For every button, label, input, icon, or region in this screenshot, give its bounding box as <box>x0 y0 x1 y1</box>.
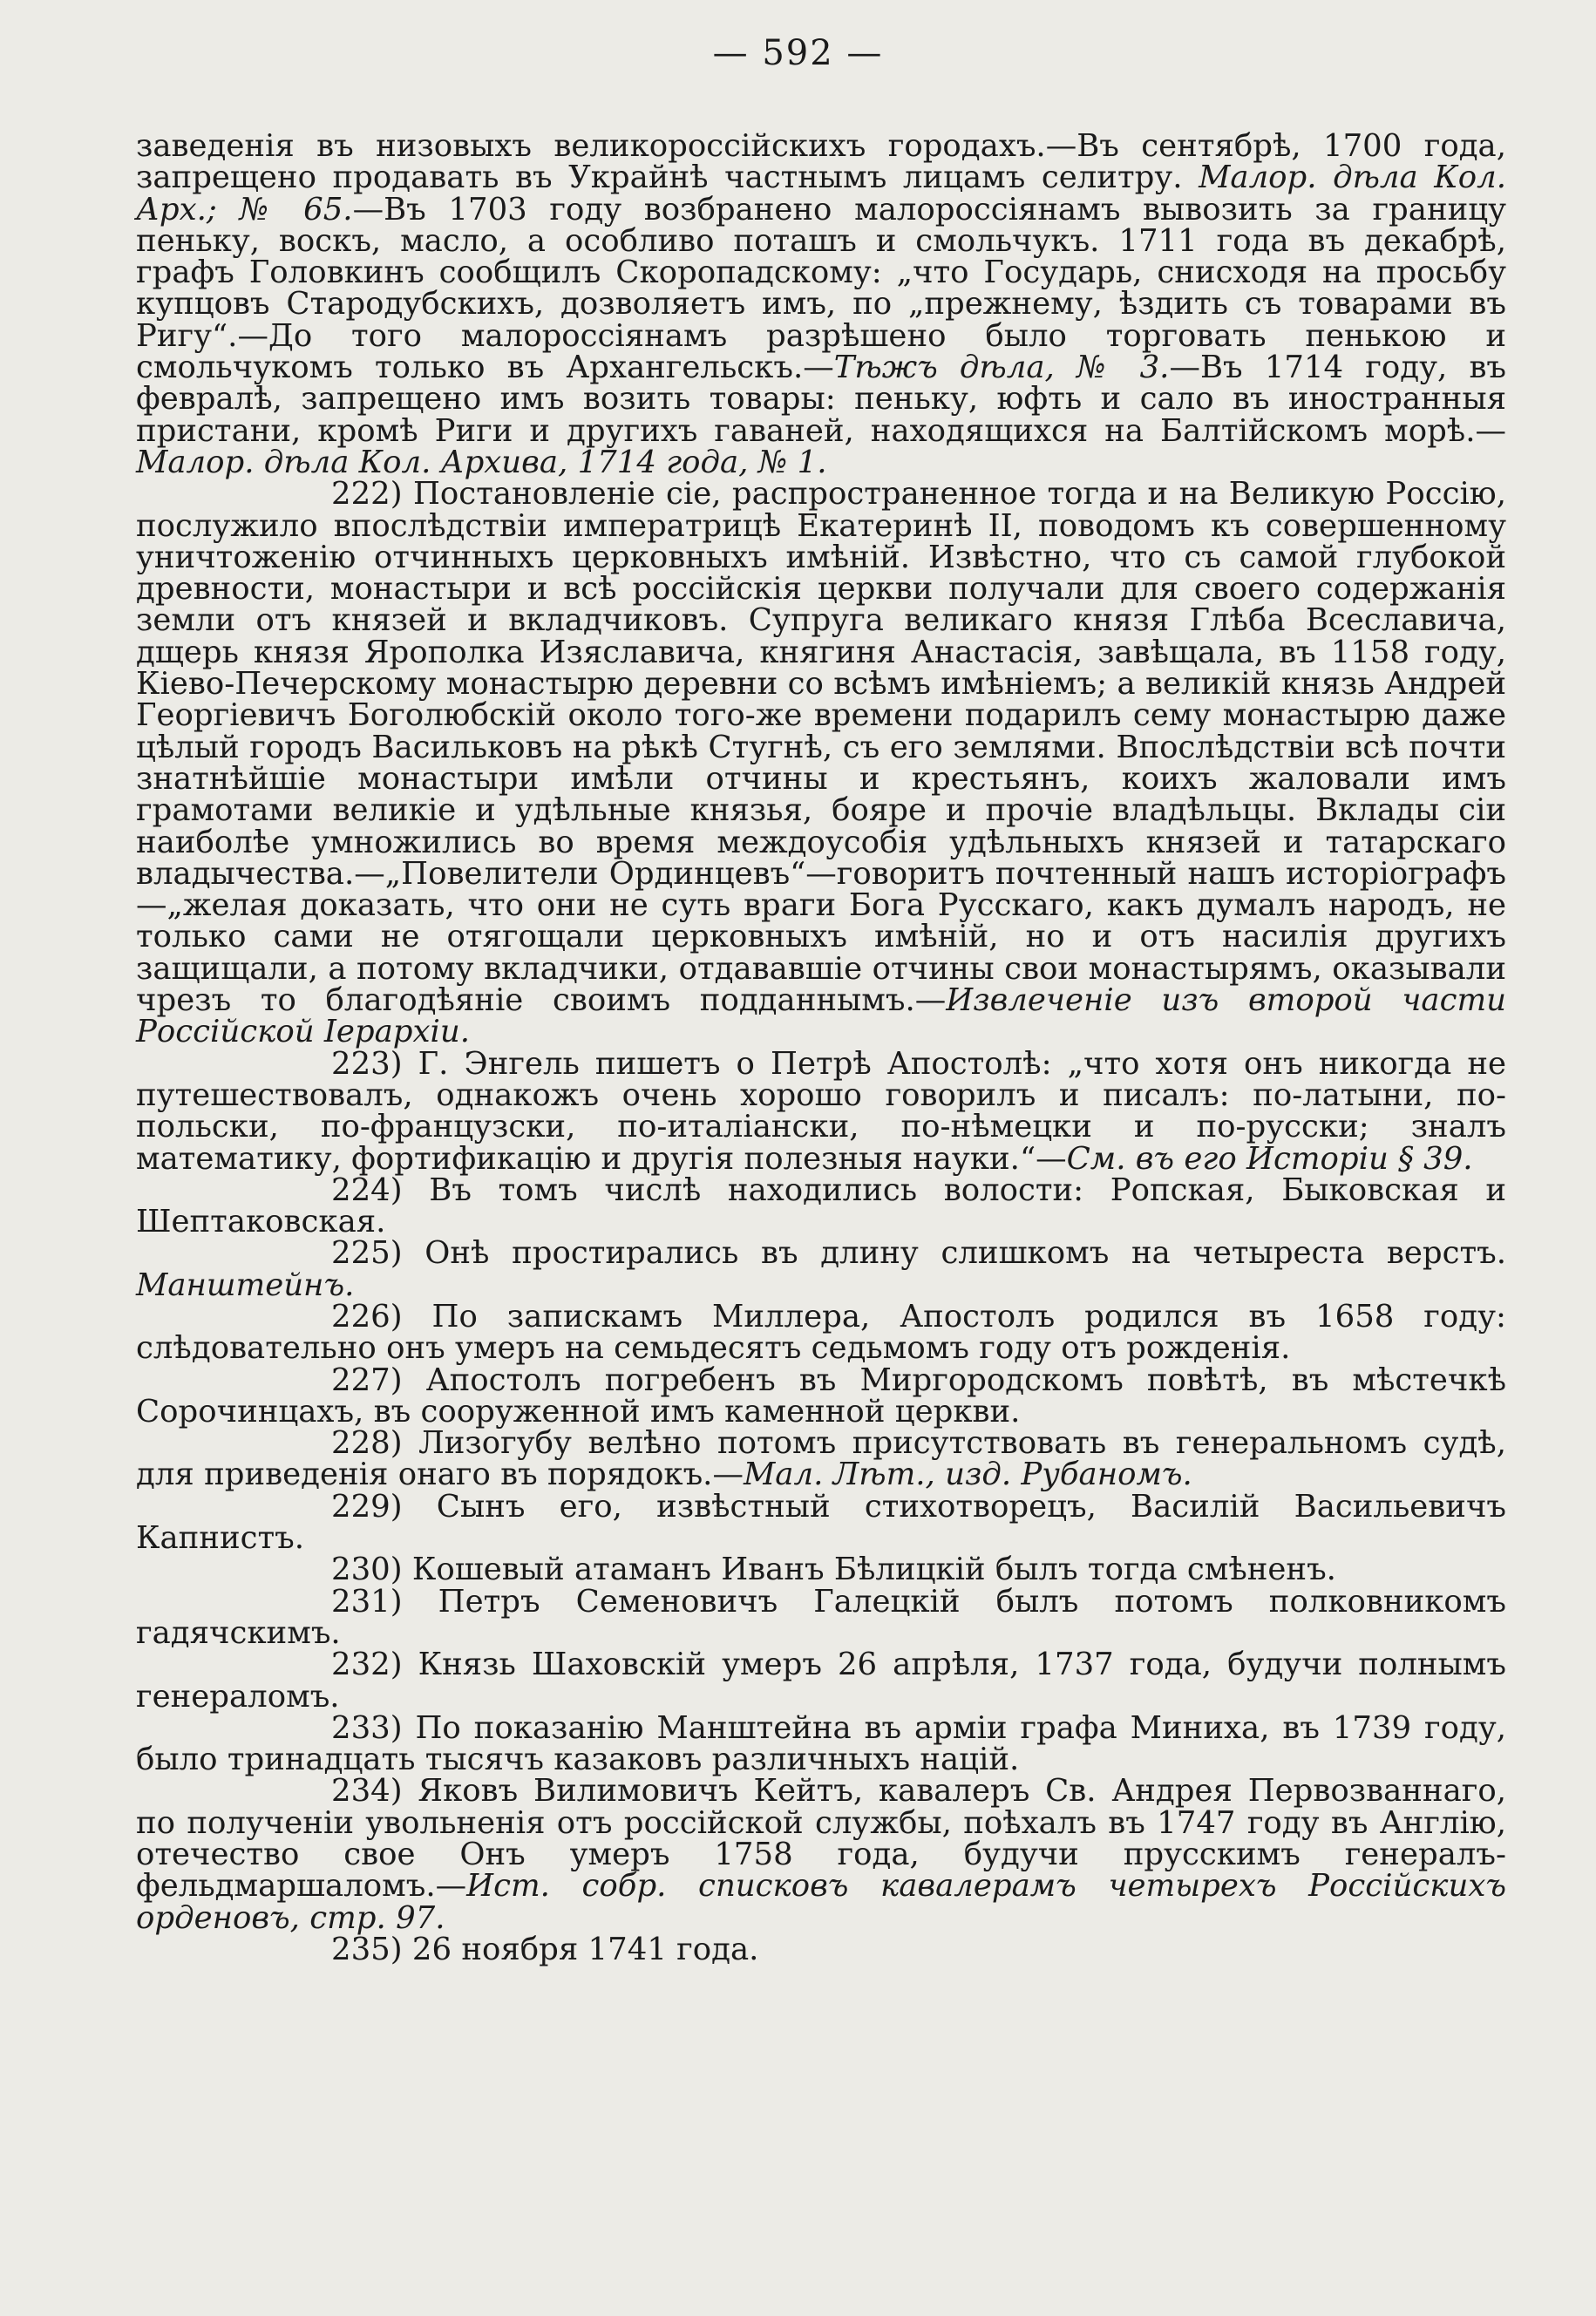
footnote-text: 228) Лизогубу велѣно потомъ присутствовать въ генеральномъ судѣ, для приведенія онаго въ порядокъ.— <box>136 1425 1506 1493</box>
footnote-text: 226) По запискамъ Миллера, Апостолъ родился въ 1658 году: слѣдовательно онъ умеръ на семьдесятъ седьмомъ году отъ рожденія. <box>136 1298 1506 1367</box>
footnote-text: 223) Г. Энгель пишетъ о Петрѣ Апостолѣ: „что хотя онъ никогда не путешествовалъ, однакожъ очень хорошо говорилъ и писалъ: по-латыни, по-польски, по-французски, по-италіански, по-нѣмецки и по-русски; зналъ математику, фортификацію и другія полезныя науки.“— <box>136 1045 1506 1177</box>
footnote-text: 234) Яковъ Вилимовичъ Кейтъ, кавалеръ Св. Андрея Первозваннаго, по полученіи увольненія отъ россійской службы, поѣхалъ въ 1747 году въ Англію, отечество свое Онъ умеръ 1758 года, будучи прусскимъ генералъ-фельдмаршаломъ.— <box>136 1773 1506 1905</box>
page-body <box>136 128 1507 1967</box>
footnote-224 <box>136 1172 1506 1240</box>
footnote-text: 222) Постановленіе сіе, распространенное тогда и на Великую Россію, послужило впослѣдствіи императрицѣ Екатеринѣ II, поводомъ къ совершенному уничтоженію отчинныхъ церковныхъ имѣній. Извѣстно, что съ самой глубокой древности, монастыри и всѣ россійскія церкви получали для своего содержанія земли отъ князей и вкладчиковъ. Супруга великаго князя Глѣба Всеславича, дщерь князя Ярополка Изяславича, княгиня Анастасія, завѣщала, въ 1158 году, Кіево-Печерскому монастырю деревни со всѣмъ имѣніемъ; а великій князь Андрей Георгіевичъ Боголюбскій около того-же времени подарилъ сему монастырю даже цѣлый городъ Васильковъ на рѣкѣ Стугнѣ, съ его землями. Впослѣдствіи всѣ почти знатнѣйшіе монастыри имѣли отчины и крестьянъ, коихъ жаловали имъ грамотами великіе и удѣльные князья, бояре и прочіе владѣльцы. Вклады сіи наиболѣе умножились во время междоусобія удѣльныхъ князей и татарскаго владычества.—„Повелители Ординцевъ“—говоритъ почтенный нашъ исторіографъ—„желая доказать, что они не суть враги Бога Русскаго, какъ думалъ народъ, не только сами не отягощали церковныхъ имѣній, но и отъ насилія другихъ защищали, а потому вкладчики, отдававшіе отчины свои монастырямъ, оказывали чрезъ то благодѣяніе своимъ подданнымъ.— <box>136 476 1506 1019</box>
citation: Малор. дѣла Кол. Арх.; № 65. <box>136 160 1506 228</box>
footnote-228 <box>136 1425 1506 1493</box>
footnote-231 <box>136 1583 1506 1651</box>
footnote-text: 235) 26 ноября 1741 года. <box>331 1931 759 1967</box>
citation: Манштейнъ. <box>136 1267 355 1303</box>
footnote-229 <box>136 1488 1506 1557</box>
footnote-text: 225) Онѣ простирались въ длину слишкомъ на четыреста верстъ. <box>331 1235 1506 1272</box>
citation: См. въ его Исторіи § 39. <box>1066 1140 1473 1177</box>
footnote-232 <box>136 1649 1506 1713</box>
footnote-225 <box>136 1235 1506 1303</box>
page-number: — 592 — <box>712 33 884 73</box>
footnote-233 <box>136 1709 1506 1778</box>
footnote-text: 230) Кошевый атаманъ Иванъ Бѣлицкій былъ тогда смѣненъ. <box>331 1552 1336 1588</box>
footnote-text: 229) Сынъ его, извѣстный стихотворецъ, Василій Васильевичъ Капнистъ. <box>136 1488 1506 1557</box>
footnote-235 <box>136 1931 1506 1967</box>
footnote-226 <box>136 1298 1506 1367</box>
citation: Мал. Лѣт., изд. Рубаномъ. <box>743 1457 1192 1493</box>
footnote-230 <box>136 1554 1506 1586</box>
footnote-text: 227) Апостолъ погребенъ въ Миргородскомъ повѣтѣ, въ мѣстечкѣ Сорочинцахъ, въ сооруженной имъ каменной церкви. <box>136 1362 1506 1430</box>
paragraph-text: —Въ 1703 году возбранено малороссіянамъ вывозить за границу пеньку, воскъ, масло, а особливо поташъ и смольчукъ. 1711 года въ декабрѣ, графъ Головкинъ сообщилъ Скоропадскому: „что Государь, снисходя на просьбу купцовъ Стародубскихъ, дозволяетъ имъ, по „прежнему, ѣздить съ товарами въ Ригу“.—До того малороссіянамъ разрѣшено было торговать пенькою и смольчукомъ только въ Архангельскъ.— <box>136 191 1506 386</box>
footnote-text: 233) По показанію Манштейна въ арміи графа Миниха, въ 1739 году, было тринадцать тысячъ казаковъ различныхъ націй. <box>136 1709 1506 1778</box>
paragraph-text: заведенія въ низовыхъ великороссійскихъ городахъ.—Въ сентябрѣ, 1700 года, запрещено продавать въ Украйнѣ частнымъ лицамъ селитру. <box>136 128 1506 196</box>
footnote-text: 224) Въ томъ числѣ находились волости: Ропская, Быковская и Шептаковская. <box>136 1172 1506 1240</box>
footnote-227 <box>136 1362 1506 1430</box>
footnote-text: 231) Петръ Семеновичъ Галецкій былъ потомъ полковникомъ гадячскимъ. <box>136 1583 1506 1651</box>
citation: Малор. дѣла Кол. Архива, 1714 года, № 1. <box>136 444 827 480</box>
citation: Ист. собр. списковъ кавалерамъ четырехъ Россійскихъ орденовъ, стр. 97. <box>136 1868 1506 1936</box>
footnote-234 <box>136 1773 1506 1936</box>
paragraph-text: —Въ 1714 году, въ февралѣ, запрещено имъ возить товары: пеньку, юфть и сало въ иностранныя пристани, кромѣ Риги и другихъ гаваней, находящихся на Балтійскомъ морѣ.— <box>136 350 1507 449</box>
citation: Тѣжъ дѣла, № 3. <box>833 350 1170 386</box>
continued-note-paragraph <box>136 128 1507 480</box>
footnote-text: 232) Князь Шаховскій умеръ 26 апрѣля, 1737 года, будучи полнымъ генераломъ. <box>136 1647 1506 1715</box>
citation: Извлеченіе изъ второй части Россійской Іерархіи. <box>136 982 1507 1050</box>
footnote-223 <box>136 1045 1506 1177</box>
footnote-222 <box>136 476 1507 1050</box>
